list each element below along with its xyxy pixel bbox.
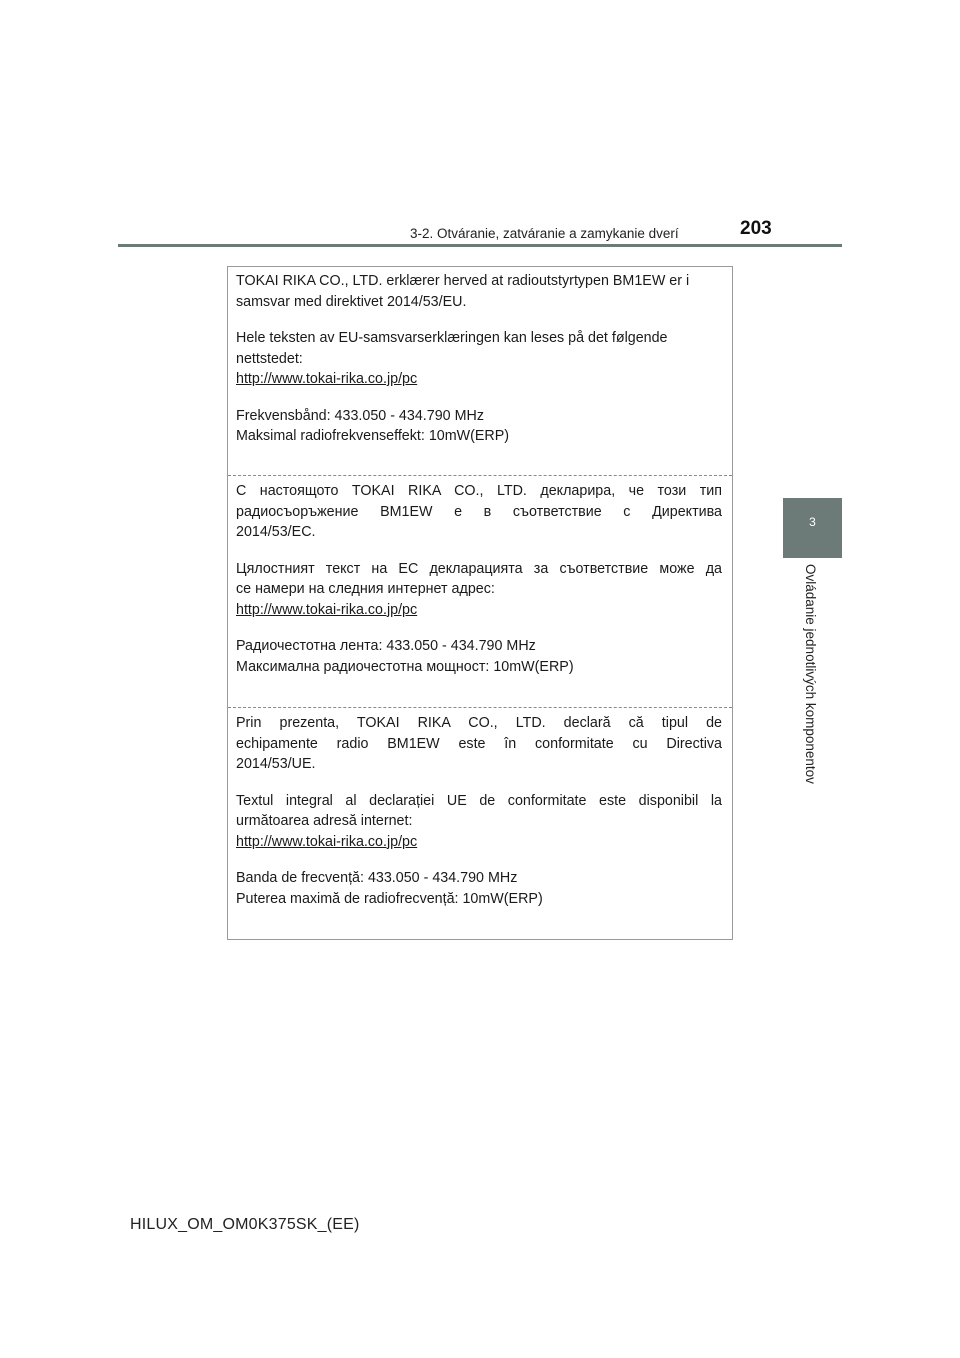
statement: TOKAI RIKA CO., LTD. erklærer herved at radioutstyrtypen BM1EW er i samsvar med direktivet 2014/53/EU. (236, 273, 690, 310)
max-power: Максимална радиочестотна мощност: 10mW(ERP) (236, 658, 574, 675)
declaration-link[interactable]: http://www.tokai-rika.co.jp/pc (236, 833, 418, 850)
statement-line: 2014/53/ЕС. (236, 524, 316, 540)
panel-divider (228, 707, 732, 708)
frequency-band: Радиочестотна лента: 433.050 - 434.790 MHz (236, 638, 536, 654)
declaration-box (227, 266, 733, 940)
fulltext-line: Textul integral al declarației UE de conformitate este disponibil la (236, 792, 722, 809)
header-rule (118, 244, 842, 247)
frequency-band: Frekvensbånd: 433.050 - 434.790 MHz (236, 407, 484, 424)
max-power: Puterea maximă de radiofrecvență: 10mW(ERP) (236, 890, 543, 907)
statement-line: 2014/53/UE. (236, 756, 316, 772)
fulltext-line: următoarea adresă internet: (236, 813, 413, 829)
fulltext-note: Hele teksten av EU-samsvarserklæringen kan leses på det følgende nettstedet: (236, 330, 668, 367)
section-title: 3-2. Otváranie, zatváranie a zamykanie dverí (410, 226, 679, 241)
declaration-link[interactable]: http://www.tokai-rika.co.jp/pc (236, 601, 418, 618)
page-number: 203 (740, 218, 772, 239)
panel-norwegian (236, 271, 706, 447)
chapter-title: Ovládanie jednotlivých komponentov (803, 564, 818, 784)
frequency-band: Banda de frecvență: 433.050 - 434.790 MHz (236, 870, 518, 886)
panel-divider (228, 475, 732, 476)
statement-line: Prin prezenta, TOKAI RIKA CO., LTD. declară că tipul de (236, 715, 722, 731)
document-code: HILUX_OM_OM0K375SK_(EE) (130, 1216, 360, 1233)
statement-line: радиосъоръжение BM1EW е в съответствие с Директива (236, 503, 722, 520)
chapter-tab (783, 498, 842, 558)
chapter-number: 3 (809, 515, 816, 529)
statement-line: echipamente radio BM1EW este în conformitate cu Directiva (236, 735, 722, 752)
panel-bulgarian (236, 481, 722, 677)
fulltext-line: се намери на следния интернет адрес: (236, 581, 495, 597)
fulltext-line: Цялостният текст на ЕС декларацията за съответствие може да (236, 560, 722, 577)
panel-romanian (236, 713, 722, 909)
max-power: Maksimal radiofrekvenseffekt: 10mW(ERP) (236, 428, 510, 444)
statement-line: С настоящото TOKAI RIKA CO., LTD. декларира, че този тип (236, 483, 722, 499)
declaration-link[interactable]: http://www.tokai-rika.co.jp/pc (236, 371, 418, 387)
